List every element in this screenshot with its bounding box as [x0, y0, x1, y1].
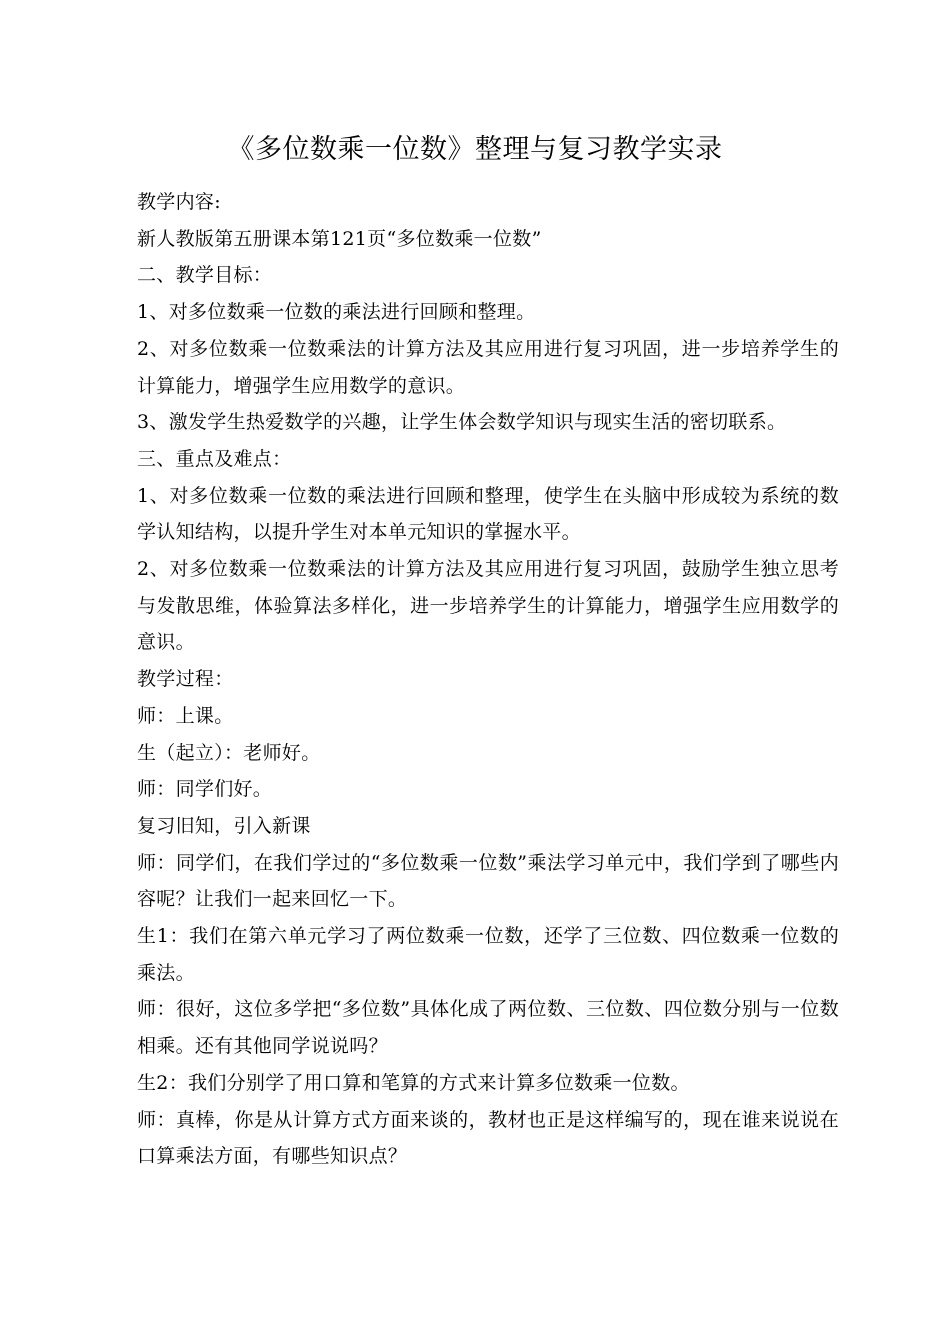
dialogue-line: 生2：我们分别学了用口算和笔算的方式来计算多位数乘一位数。	[137, 1071, 690, 1094]
paragraph-objective-2: 2、对多位数乘一位数乘法的计算方法及其应用进行复习巩固，进一步培养学生的计算能力，增强学生应用数学的意识。	[137, 337, 839, 397]
dialogue-line: 师：很好，这位多学把“多位数”具体化成了两位数、三位数、四位数分别与一位数相乘。还有其他同学说说吗？	[137, 998, 839, 1058]
paragraph-key-point-2: 2、对多位数乘一位数乘法的计算方法及其应用进行复习巩固，鼓励学生独立思考与发散思维，体验算法多样化，进一步培养学生的计算能力，增强学生应用数学的意识。	[137, 558, 839, 654]
dialogue-line: 师：同学们，在我们学过的“多位数乘一位数”乘法学习单元中，我们学到了哪些内容呢？让我们一起来回忆一下。	[137, 851, 839, 911]
document-title: 《多位数乘一位数》整理与复习教学实录	[227, 134, 723, 165]
paragraph-objective-1: 1、对多位数乘一位数的乘法进行回顾和整理。	[137, 301, 536, 324]
paragraph-objectives-heading: 二、教学目标：	[137, 264, 273, 287]
dialogue-line: 生（起立）：老师好。	[137, 741, 321, 764]
paragraph-teaching-content-heading: 教学内容:	[137, 191, 221, 213]
dialogue-line: 师：真棒，你是从计算方式方面来谈的，教材也正是这样编写的，现在谁来说说在口算乘法方面，有哪些知识点？	[137, 1108, 839, 1168]
paragraph-objective-3: 3、激发学生热爱数学的兴趣，让学生体会数学知识与现实生活的密切联系。	[137, 411, 787, 434]
paragraph-process-heading: 教学过程：	[137, 668, 234, 691]
paragraph-textbook-reference: 新人教版第五册课本第121页“多位数乘一位数”	[137, 227, 542, 250]
paragraph-key-points-heading: 三、重点及难点：	[137, 447, 292, 470]
dialogue-line: 生1：我们在第六单元学习了两位数乘一位数，还学了三位数、四位数乘一位数的乘法。	[137, 925, 839, 984]
section-heading-review: 复习旧知，引入新课	[137, 814, 311, 837]
dialogue-line: 师：同学们好。	[137, 778, 273, 801]
document-body	[137, 184, 839, 1175]
dialogue-line: 师：上课。	[137, 704, 234, 727]
paragraph-key-point-1: 1、对多位数乘一位数的乘法进行回顾和整理，使学生在头脑中形成较为系统的数学认知结构，以提升学生对本单元知识的掌握水平。	[137, 484, 839, 544]
